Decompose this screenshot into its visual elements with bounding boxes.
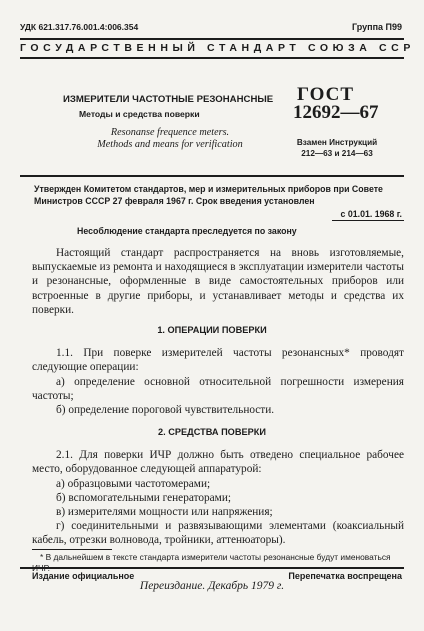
document-title: ИЗМЕРИТЕЛИ ЧАСТОТНЫЕ РЕЗОНАНСНЫЕ (63, 94, 274, 105)
footnote: * В дальнейшем в тексте стандарта измерители частоты резонансные будут именоваться (40, 552, 391, 562)
replaced-line-2: 212—63 и 214—63 (301, 149, 373, 158)
section-2-heading: 2. СРЕДСТВА ПОВЕРКИ (158, 427, 266, 437)
date-underline (332, 220, 404, 221)
header-rule-bottom (20, 57, 404, 59)
section-1-item-a: а) определение основной относительной погрешности измерения частоты; (32, 376, 404, 403)
gost-label: ГОСТ (297, 84, 355, 105)
footnote-rule (32, 549, 112, 550)
section-1-heading: 1. ОПЕРАЦИИ ПОВЕРКИ (157, 325, 267, 335)
approval-rule (20, 175, 404, 177)
section-2-item-b: б) вспомогательными генераторами; (56, 492, 232, 504)
legal-notice: Несоблюдение стандарта преследуется по закону (77, 226, 297, 236)
header-rule-top (20, 38, 404, 40)
section-2-paragraph: 2.1. Для поверки ИЧР должно быть отведено специальное рабочее место, оборудованное следующей аппаратурой: (32, 449, 404, 476)
replaced-line-1: Взамен Инструкций (296, 138, 378, 147)
footer-rule (20, 567, 404, 569)
english-title-line-2: Methods and means for verification (97, 139, 243, 150)
section-2-item-a: а) образцовыми частотомерами; (56, 478, 211, 490)
effective-date: с 01.01. 1968 г. (340, 209, 402, 219)
english-title (75, 127, 265, 151)
intro-paragraph: Настоящий стандарт распространяется на вновь изготовляемые, выпускаемые из ремонта и находящиеся в эксплуатации измерители частоты и резонансные, оформленные в виде самостоятельных приборов или встроенные в другие приборы, и устанавливает методы и средства их поверки. (32, 247, 404, 316)
state-standard-banner: ГОСУДАРСТВЕННЫЙ СТАНДАРТ СОЮЗА ССР (20, 42, 415, 54)
document-subtitle: Методы и средства поверки (79, 109, 200, 119)
section-2-item-v: в) измерителями мощности или напряжения; (56, 506, 273, 518)
section-2-item-g: г) соединительными и развязывающими элементами (коаксиальный кабель, отрезки волновода, тройники, аттенюаторы). (32, 520, 404, 547)
section-1-item-b: б) определение пороговой чувствительности. (56, 404, 275, 416)
reprint-note: Переиздание. Декабрь 1979 г. (139, 580, 285, 592)
english-title-line-1: Resonanse frequence meters. (110, 127, 230, 138)
section-1-paragraph: 1.1. При поверке измерителей частоты резонансных* проводят следующие операции: (32, 347, 404, 374)
reprint-prohibited: Перепечатка воспрещена (288, 571, 402, 581)
approval-text: Утвержден Комитетом стандартов, мер и измерительных приборов при Совете Министров СССР 27 февраля 1967 г. Срок введения установлен (34, 184, 383, 206)
official-edition: Издание официальное (32, 571, 135, 581)
udk-code: УДК 621.317.76.001.4:006.354 (20, 22, 139, 32)
gost-number: 12692—67 (293, 102, 379, 123)
replaced-instructions (290, 137, 384, 159)
group-code: Группа П99 (351, 22, 402, 32)
